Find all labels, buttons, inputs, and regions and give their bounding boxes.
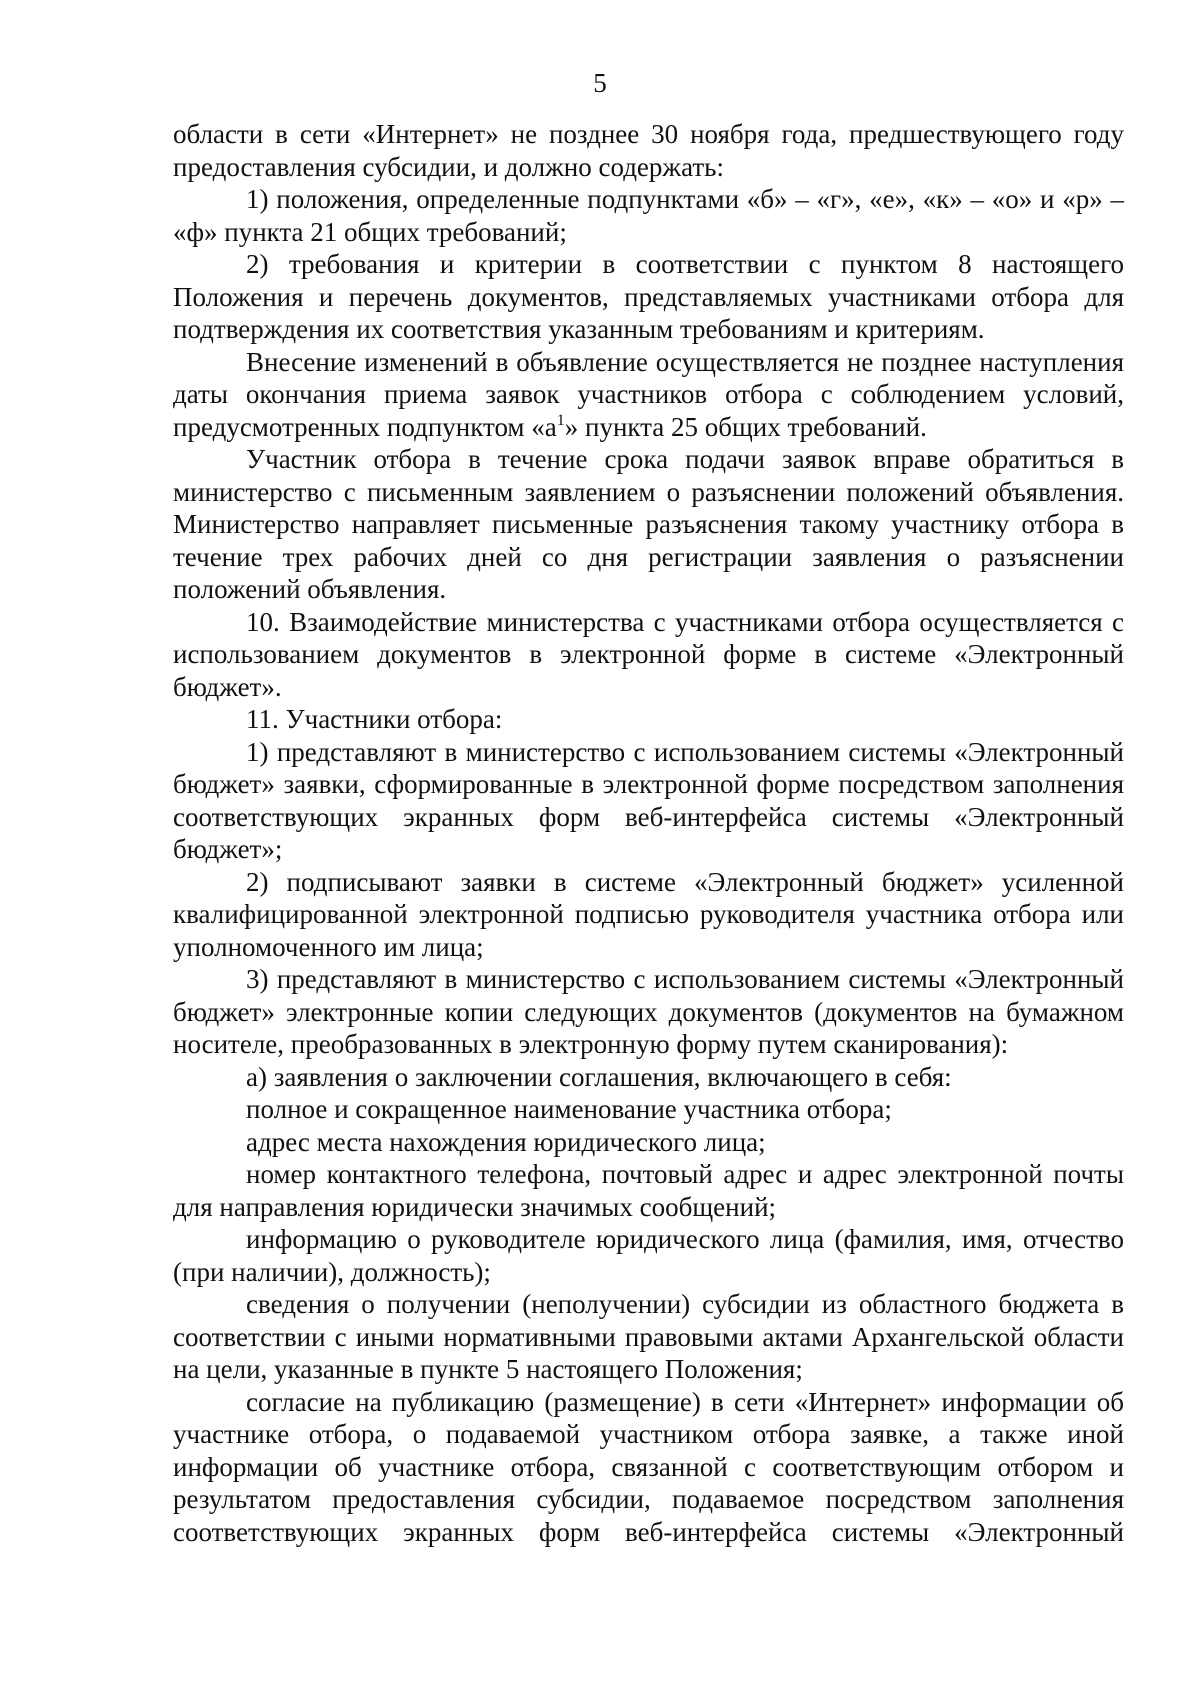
amendments-superscript: 1 bbox=[556, 411, 565, 429]
paragraph-section-11-item-2: 2) подписывают заявки в системе «Электронный бюджет» усиленной квалифицированной электронной подписью руководителя участника отбора или уполномоченного им лица; bbox=[173, 866, 1124, 962]
paragraph-full-name: полное и сокращенное наименование участника отбора; bbox=[246, 1094, 892, 1124]
paragraph-amendments bbox=[173, 346, 1124, 444]
paragraph-head-info: информацию о руководителе юридического лица (фамилия, имя, отчество (при наличии), должность); bbox=[173, 1224, 1124, 1287]
document-body bbox=[173, 118, 1124, 1548]
paragraph-clarification-request: Участник отбора в течение срока подачи заявок вправе обратиться в министерство с письменным заявлением о разъяснении положений объявления. Министерство направляет письменные разъяснения такому участнику отбора в течение трех рабочих дней со дня регистрации заявления о разъяснении положений объявления. bbox=[173, 444, 1124, 604]
paragraph-contacts: номер контактного телефона, почтовый адрес и адрес электронной почты для направления юридически значимых сообщений; bbox=[173, 1159, 1124, 1222]
paragraph-item-1-provisions: 1) положения, определенные подпунктами «б» – «г», «е», «к» – «о» и «р» – «ф» пункта 21 общих требований; bbox=[173, 184, 1124, 247]
paragraph-subitem-a: а) заявления о заключении соглашения, включающего в себя: bbox=[246, 1061, 952, 1092]
amendments-text-before: Внесение изменений в объявление осуществляется не позднее наступления даты окончания приема заявок участников отбора с соблюдением условий, предусмотренных подпунктом «а bbox=[173, 346, 1124, 442]
paragraph-item-2-requirements: 2) требования и критерии в соответствии с пунктом 8 настоящего Положения и перечень документов, представляемых участниками отбора для подтверждения их соответствия указанным требованиям и критериям. bbox=[173, 249, 1124, 344]
paragraph-subsidy-info: сведения о получении (неполучении) субсидии из областного бюджета в соответствии с иными нормативными правовыми актами Архангельской области на цели, указанные в пункте 5 настоящего Положения; bbox=[173, 1289, 1124, 1384]
paragraph-section-11-item-1: 1) представляют в министерство с использованием системы «Электронный бюджет» заявки, сформированные в электронной форме посредством заполнения соответствующих экранных форм веб-интерфейса системы «Электронный бюджет»; bbox=[173, 736, 1124, 864]
page-number: 5 bbox=[593, 68, 607, 98]
paragraph-publication-consent: согласие на публикацию (размещение) в сети «Интернет» информации об участнике отбора, о подаваемой участником отбора заявке, а также иной информации об участнике отбора, связанной с соответствующим отбором и результатом предоставления субсидии, подаваемое посредством заполнения соответствующих экранных форм веб-интерфейса системы «Электронный bbox=[173, 1386, 1124, 1547]
paragraph-section-11-item-3: 3) представляют в министерство с использованием системы «Электронный бюджет» электронные копии следующих документов (документов на бумажном носителе, преобразованных в электронную форму путем сканирования): bbox=[173, 964, 1124, 1059]
paragraph-address: адрес места нахождения юридического лица; bbox=[246, 1126, 766, 1157]
paragraph-section-10: 10. Взаимодействие министерства с участниками отбора осуществляется с использованием документов в электронной форме в системе «Электронный бюджет». bbox=[173, 606, 1124, 702]
paragraph-continuation: области в сети «Интернет» не позднее 30 ноября года, предшествующего году предоставления субсидии, и должно содержать: bbox=[173, 119, 1124, 182]
paragraph-section-11-heading: 11. Участники отбора: bbox=[246, 704, 503, 734]
amendments-text-after: » пункта 25 общих требований. bbox=[564, 411, 927, 442]
